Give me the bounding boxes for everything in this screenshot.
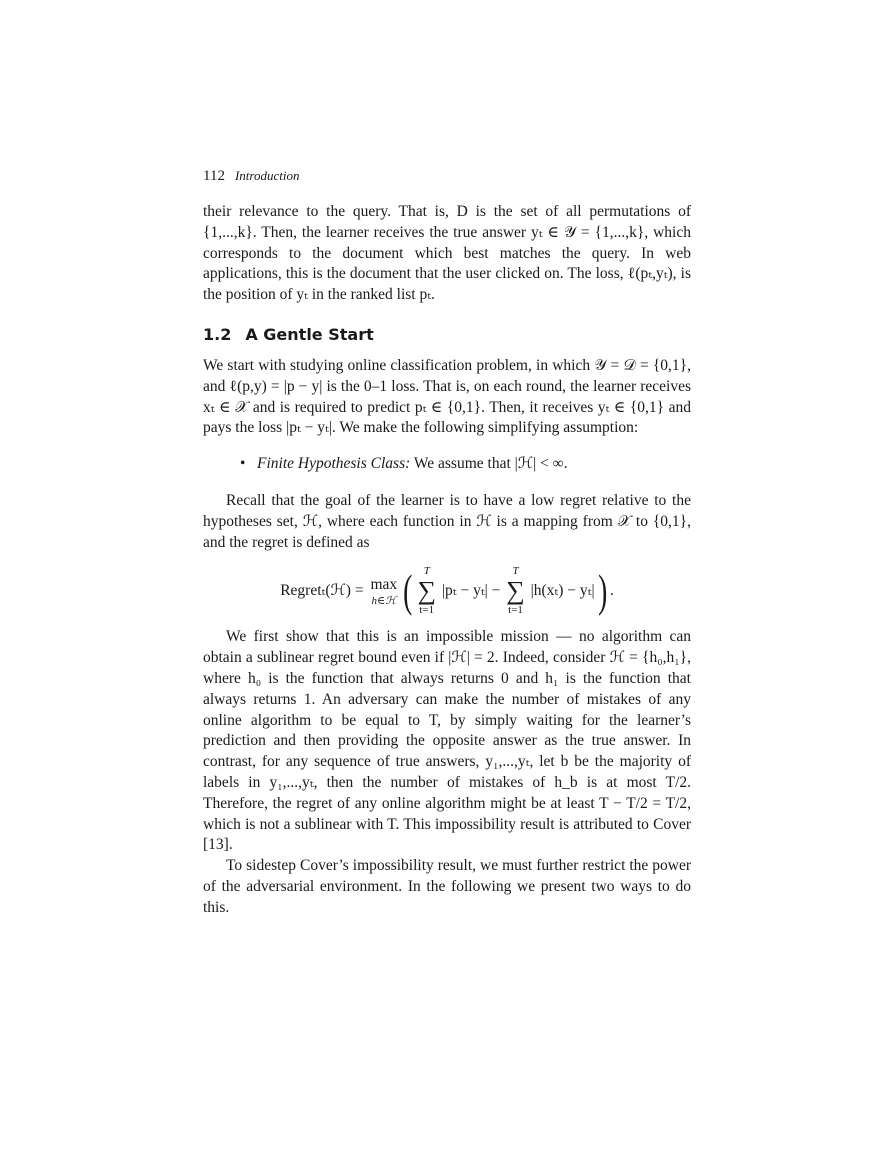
page-number: 112: [203, 168, 225, 184]
page-body: [203, 202, 691, 919]
left-paren: (: [403, 565, 413, 617]
list-item: [257, 454, 691, 475]
paragraph-impossibility: We first show that this is an impossible mission — no algorithm can obtain a sublinear regret bound even if |ℋ| = 2. Indeed, consider ℋ = {h₀,h₁}, where h₀ is the function that always returns 0 and h₁ is the function that always returns 1. An adversary can make the number of mistakes of any online algorithm to be equal to T, by simply waiting for the learner’s prediction and then providing the opposite answer as the true answer. In contrast, for any sequence of true answers, y₁,...,yₜ, let b be the majority of labels in y₁,...,yₜ, then the number of mistakes of h_b is at most T/2. Therefore, the regret of any online algorithm might be at least T − T/2 = T/2, which is not a sublinear with T. This impossibility result is attributed to Cover [13].: [203, 628, 691, 854]
sigma-1: ∑: [417, 576, 437, 606]
section-number: 1.2: [203, 324, 232, 344]
equation-term-1: |pₜ − yₜ| −: [438, 581, 505, 599]
sum-operator-2: [506, 566, 525, 616]
equation-end: .: [609, 581, 614, 599]
section-title: A Gentle Start: [245, 324, 374, 344]
running-title: Introduction: [234, 168, 300, 183]
sum-1-lower: t=1: [419, 604, 435, 617]
equation-term-2: |h(xₜ) − yₜ|: [526, 581, 595, 599]
right-paren: ): [597, 565, 607, 617]
equation-lhs: Regretₜ(ℋ) =: [280, 581, 368, 599]
assumption-text: We assume that |ℋ| < ∞.: [410, 455, 568, 473]
intro-paragraph: their relevance to the query. That is, D is the set of all permutations of {1,...,k}. Then, the learner receives the true answer yₜ ∈ 𝒴 = {1,...,k}, which corresponds to the document which best matches the query. In web applications, this is the document that the user clicked on. The loss, ℓ(pₜ,yₜ), is the position of yₜ in the ranked list pₜ.: [203, 203, 691, 304]
sum-2-lower: t=1: [508, 604, 523, 617]
paragraph-regret-definition: Recall that the goal of the learner is to have a low regret relative to the hypotheses set, ℋ, where each function in ℋ is a mapping from 𝒳 to {0,1}, and the regret is defined as: [203, 491, 691, 551]
regret-equation: [203, 555, 691, 627]
sigma-2: ∑: [506, 576, 525, 606]
page-header: [203, 166, 299, 186]
assumption-list: [203, 454, 691, 475]
sum-1-upper: T: [423, 565, 430, 578]
max-operator: [370, 575, 397, 607]
assumption-label: Finite Hypothesis Class:: [257, 455, 411, 473]
sum-2-upper: T: [512, 565, 519, 578]
paragraph-online-classification: We start with studying online classification problem, in which 𝒴 = 𝒟 = {0,1}, and ℓ(p,y) = |p − y| is the 0–1 loss. That is, on each round, the learner receives xₜ ∈ 𝒳 and is required to predict pₜ ∈ {0,1}. Then, it receives yₜ ∈ {0,1} and pays the loss |pₜ − yₜ|. We make the following simplifying assumption:: [203, 356, 691, 437]
max-label: max: [370, 576, 398, 594]
max-subscript: h∈ℋ: [371, 595, 397, 608]
sum-operator-1: [417, 566, 436, 616]
paragraph-sidestep: To sidestep Cover’s impossibility result, we must further restrict the power of the adversarial environment. In the following we present two ways to do this.: [203, 857, 691, 916]
section-heading: [203, 325, 691, 345]
